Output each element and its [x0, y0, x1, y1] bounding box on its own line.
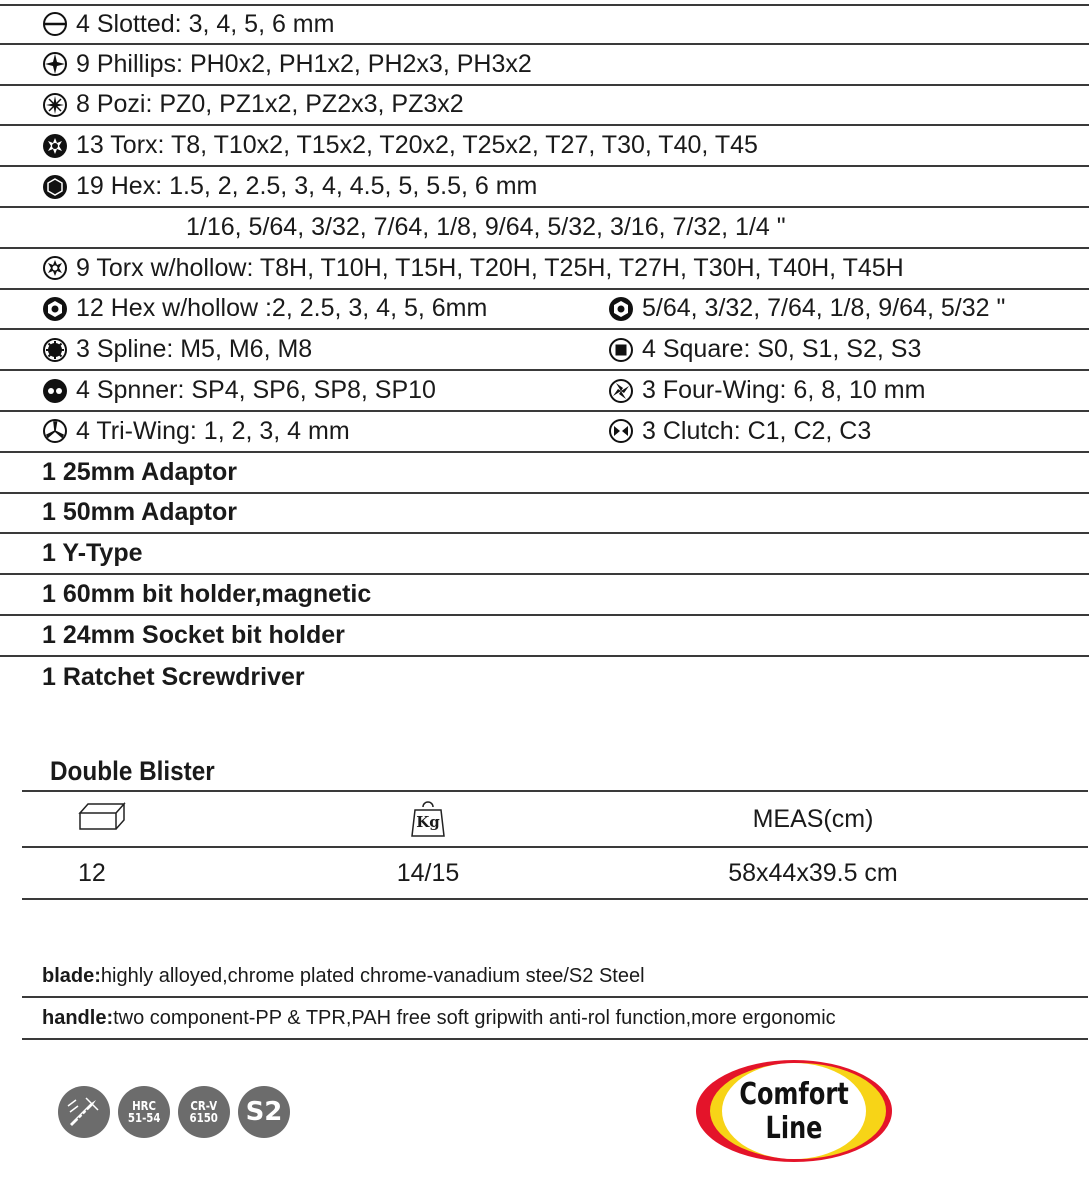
drill-bit-badge-icon: [58, 1086, 110, 1138]
accessory-text: 1 Y-Type: [42, 539, 143, 568]
spec-row: [0, 86, 1089, 127]
weight-value: 14/15: [396, 858, 460, 887]
spec-row: [0, 167, 1089, 208]
handle-text: two component-PP & TPR,PAH free soft gripwith anti-rol function,more ergonomic: [113, 1006, 836, 1029]
weight-icon-label: Kg: [416, 813, 440, 831]
torx-icon: [42, 133, 68, 159]
logo-line-1: Comfort: [739, 1077, 849, 1112]
blade-label: blade:: [42, 964, 101, 987]
spec-cell-right: [608, 335, 921, 364]
spec-text: 9 Phillips: PH0x2, PH1x2, PH2x3, PH3x2: [76, 49, 532, 78]
clutch-icon: [608, 418, 634, 444]
accessory-text: 1 50mm Adaptor: [42, 498, 237, 527]
carton-quantity: 12: [78, 858, 106, 887]
feature-badges: [58, 1086, 290, 1138]
packaging-title: Double Blister: [50, 756, 215, 786]
crv-top: CR-V: [190, 1099, 218, 1113]
spec-cell-right: [608, 376, 925, 405]
blade-material: [22, 956, 1088, 998]
hrc-badge: [118, 1086, 170, 1138]
spec-text: 4 Slotted: 3, 4, 5, 6 mm: [76, 9, 335, 38]
accessory-row: [0, 534, 1089, 575]
logo-text: [714, 1078, 874, 1146]
accessory-text: 1 Ratchet Screwdriver: [42, 662, 305, 691]
meas-header: MEAS(cm): [752, 804, 874, 833]
crv-bottom: 6150: [189, 1111, 219, 1125]
specs-table: [0, 4, 1089, 698]
spec-text: 12 Hex w/hollow :2, 2.5, 3, 4, 5, 6mm: [76, 294, 488, 323]
spec-text: 9 Torx w/hollow: T8H, T10H, T15H, T20H, T25H, T27H, T30H, T40H, T45H: [76, 253, 904, 282]
hrc-top: HRC: [132, 1099, 156, 1113]
hex-hollow-icon: [42, 296, 68, 322]
accessory-text: 1 24mm Socket bit holder: [42, 620, 345, 649]
spec-pair-row: [0, 330, 1089, 371]
accessory-row: [0, 494, 1089, 535]
accessory-row: [0, 453, 1089, 494]
torx-hollow-icon: [42, 255, 68, 281]
weight-header: [228, 800, 628, 838]
phillips-icon: [42, 51, 68, 77]
s2-badge: S2: [238, 1086, 290, 1138]
square-icon: [608, 337, 634, 363]
packaging-header-row: [22, 790, 1088, 848]
spec-text: 13 Torx: T8, T10x2, T15x2, T20x2, T25x2, T27, T30, T40, T45: [76, 131, 758, 160]
handle-material: [22, 998, 1088, 1040]
comfort-line-logo: [694, 1058, 894, 1164]
spec-text: 4 Tri-Wing: 1, 2, 3, 4 mm: [76, 416, 350, 445]
spline-icon: [42, 337, 68, 363]
hex-icon: [42, 174, 68, 200]
weight-icon: [410, 800, 446, 838]
spec-text: 3 Spline: M5, M6, M8: [76, 335, 313, 364]
packaging-value-row: [22, 848, 1088, 900]
spec-text: 8 Pozi: PZ0, PZ1x2, PZ2x3, PZ3x2: [76, 90, 464, 119]
spec-pair-row: [0, 412, 1089, 453]
spec-cell-left: [42, 376, 608, 405]
logo-line-2: Line: [765, 1111, 823, 1146]
spec-cell-left: [42, 335, 608, 364]
spec-row: [0, 4, 1089, 45]
spec-text: 1/16, 5/64, 3/32, 7/64, 1/8, 9/64, 5/32, 3/16, 7/32, 1/4 ": [186, 212, 786, 241]
accessory-row: [0, 575, 1089, 616]
spec-cell-right: [608, 417, 871, 446]
spanner-icon: [42, 378, 68, 404]
spec-text: 3 Clutch: C1, C2, C3: [642, 416, 872, 445]
spec-text: 3 Four-Wing: 6, 8, 10 mm: [642, 376, 926, 405]
spec-row: [0, 126, 1089, 167]
spec-text: 4 Square: S0, S1, S2, S3: [642, 335, 922, 364]
tri-wing-icon: [42, 418, 68, 444]
spec-row: [0, 45, 1089, 86]
spec-text: 19 Hex: 1.5, 2, 2.5, 3, 4, 4.5, 5, 5.5, 6 mm: [76, 172, 538, 201]
carton-header: [22, 801, 228, 838]
spec-pair-row: [0, 290, 1089, 331]
pozi-icon: [42, 92, 68, 118]
meas-value: 58x44x39.5 cm: [728, 858, 898, 887]
blade-text: highly alloyed,chrome plated chrome-vanadium stee/S2 Steel: [100, 964, 645, 987]
hex-hollow-icon: [608, 296, 634, 322]
four-wing-icon: [608, 378, 634, 404]
spec-cell-left: [42, 417, 608, 446]
spec-text: 5/64, 3/32, 7/64, 1/8, 9/64, 5/32 ": [642, 294, 1006, 323]
handle-label: handle:: [42, 1006, 114, 1029]
spec-cell-left: [42, 294, 608, 323]
spec-row: [0, 208, 1089, 249]
crv-badge: [178, 1086, 230, 1138]
accessory-row: [0, 657, 1089, 698]
accessory-row: [0, 616, 1089, 657]
slotted-icon: [42, 11, 68, 37]
spec-pair-row: [0, 371, 1089, 412]
accessory-text: 1 60mm bit holder,magnetic: [42, 580, 372, 609]
spec-text: 4 Spnner: SP4, SP6, SP8, SP10: [76, 376, 436, 405]
spec-cell-right: [608, 294, 1005, 323]
accessory-text: 1 25mm Adaptor: [42, 457, 237, 486]
packaging-table: [22, 790, 1088, 900]
spec-row: [0, 249, 1089, 290]
hrc-bottom: 51-54: [127, 1111, 161, 1125]
carton-box-icon: [78, 809, 126, 837]
